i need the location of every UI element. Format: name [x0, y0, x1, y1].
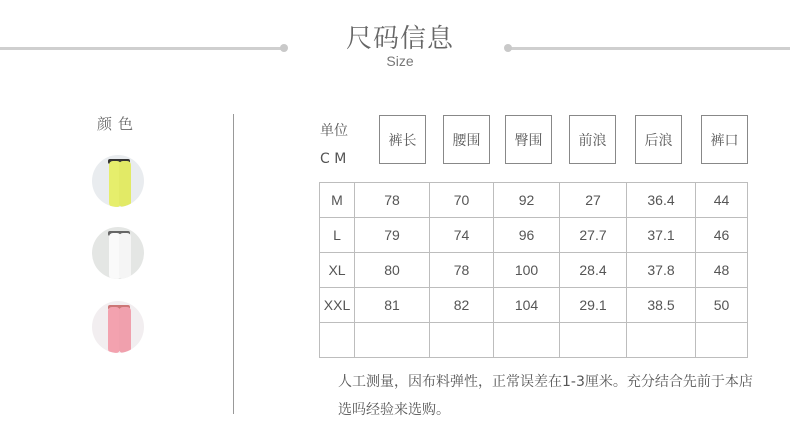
unit-label — [320, 117, 348, 173]
measurement-note: 人工测量，因布料弹性，正常误差在1-3厘米。充分结合先前于本店选吗经验来选购。 — [338, 374, 753, 418]
table-cell — [560, 323, 627, 358]
header-dot-left — [280, 44, 288, 52]
table-cell: 96 — [494, 218, 560, 253]
swatch-leg — [119, 233, 131, 279]
table-cell: 27 — [560, 183, 627, 218]
table-cell: 82 — [430, 288, 494, 323]
header-line-left — [0, 47, 282, 50]
table-cell: 38.5 — [627, 288, 696, 323]
header-line-right — [510, 47, 790, 50]
unit-label-line1: 单位 — [320, 123, 348, 139]
table-row — [320, 288, 748, 323]
table-cell: 46 — [696, 218, 748, 253]
table-row — [320, 323, 748, 358]
table-row — [320, 253, 748, 288]
table-cell: 50 — [696, 288, 748, 323]
table-row — [320, 183, 748, 218]
table-cell: 80 — [355, 253, 430, 288]
table-cell: 92 — [494, 183, 560, 218]
table-cell: 48 — [696, 253, 748, 288]
table-cell: 28.4 — [560, 253, 627, 288]
size-table — [319, 182, 748, 358]
table-cell: 44 — [696, 183, 748, 218]
column-header: 腰围 — [443, 115, 490, 164]
table-cell: 81 — [355, 288, 430, 323]
swatch-leg — [119, 307, 131, 353]
table-cell: 78 — [355, 183, 430, 218]
page-title: 尺码信息 — [345, 24, 454, 54]
table-cell: 74 — [430, 218, 494, 253]
color-label: 颜色 — [96, 115, 139, 133]
header-dot-right — [504, 44, 512, 52]
table-cell: 37.8 — [627, 253, 696, 288]
table-cell: 100 — [494, 253, 560, 288]
color-swatch-yellow[interactable] — [92, 155, 144, 207]
column-header: 裤口 — [701, 115, 748, 164]
color-swatch-pink[interactable] — [92, 301, 144, 353]
table-cell: 78 — [430, 253, 494, 288]
size-label: L — [320, 218, 355, 253]
table-cell — [494, 323, 560, 358]
table-cell: 29.1 — [560, 288, 627, 323]
swatch-leg — [119, 161, 131, 207]
table-cell: 70 — [430, 183, 494, 218]
table-cell: 79 — [355, 218, 430, 253]
column-header: 裤长 — [379, 115, 426, 164]
table-cell — [696, 323, 748, 358]
table-cell: 37.1 — [627, 218, 696, 253]
column-header: 后浪 — [635, 115, 682, 164]
divider — [233, 114, 234, 414]
size-label: XL — [320, 253, 355, 288]
page-subtitle: Size — [386, 53, 414, 69]
table-cell — [355, 323, 430, 358]
table-cell: 36.4 — [627, 183, 696, 218]
column-header: 前浪 — [569, 115, 616, 164]
table-cell — [627, 323, 696, 358]
column-header: 臀围 — [505, 115, 552, 164]
table-cell — [430, 323, 494, 358]
size-label: M — [320, 183, 355, 218]
size-label: XXL — [320, 288, 355, 323]
color-swatch-white[interactable] — [92, 227, 144, 279]
table-cell: 27.7 — [560, 218, 627, 253]
table-cell — [320, 323, 355, 358]
table-cell: 104 — [494, 288, 560, 323]
table-row — [320, 218, 748, 253]
unit-label-line2: C M — [320, 151, 347, 167]
